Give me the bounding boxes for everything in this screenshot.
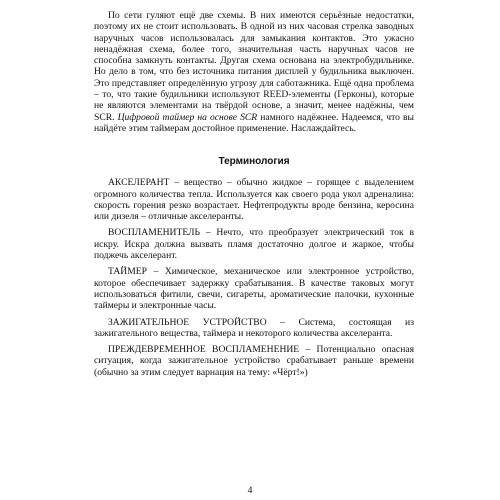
page-number: 4 [247, 486, 253, 496]
intro-text: По сети гуляют ещё две схемы. В них имеются серьёзные недостатки, поэтому их не стоит использовать. В одной из них часовая стрелка заводных наручных часов использовалась для замыкания контактов. Это ужасно ненадёжная схема, более того, значительная часть наручных часов не способна замкнуть контакты. Другая схема основана на электробудильнике. Но дело в том, что без источника питания дисплей у будильника выключен. Это представляет определённую угрозу для саботажника. Ещё одна проблема – то, что такие будильники используют REED-элементы (Герконы), которые не являются элементами на твёрдой основе, а значит, менее надёжны, чем SCR. [94, 10, 414, 123]
term-timer: ТАЙМЕР – Химическое, механическое или электронное устройство, которое обеспечивает задержку срабатывания. В качестве таковых могут использоваться фитили, свечи, сигареты, ароматические палочки, кухонные таймеры и электронные часы. [94, 266, 414, 312]
intro-italic-text: Цифровой таймер на основе SCR [117, 111, 258, 123]
intro-tail-text: намного надёжнее. Надеемся, что вы найдёте этим таймерам достойное применение. Наслаждайтесь. [94, 111, 414, 134]
term-premature-ignition: ПРЕЖДЕВРЕМЕННОЕ ВОСПЛАМЕНЕНИЕ – Потенциально опасная ситуация, когда зажигательное устройство срабатывает раньше времени (обычно за этим следует варнация на тему: «Чёрт!») [94, 344, 414, 378]
term-accelerant: АКСЕЛЕРАНТ – вещество – обычно жидкое – горящее с выделением огромного количества тепла. Используется как своего рода укол адреналина: скорость горения резко возрастает. Нефтепродукты вроде бензина, керосина или дизеля – отличные акселеранты. [94, 177, 414, 223]
term-igniter: ВОСПЛАМЕНИТЕЛЬ – Нечто, что преобразует электрический ток в искру. Искра должна вызвать пламя достаточно долгое и жаркое, чтобы поджечь акселерант. [94, 227, 414, 262]
document-page [94, 10, 414, 378]
intro-paragraph [94, 10, 414, 134]
term-incendiary-device: ЗАЖИГАТЕЛЬНОЕ УСТРОЙСТВО – Система, состоящая из зажигательного вещества, таймера и некоторого количества акселеранта. [94, 316, 414, 339]
section-heading: Терминология [218, 156, 290, 168]
